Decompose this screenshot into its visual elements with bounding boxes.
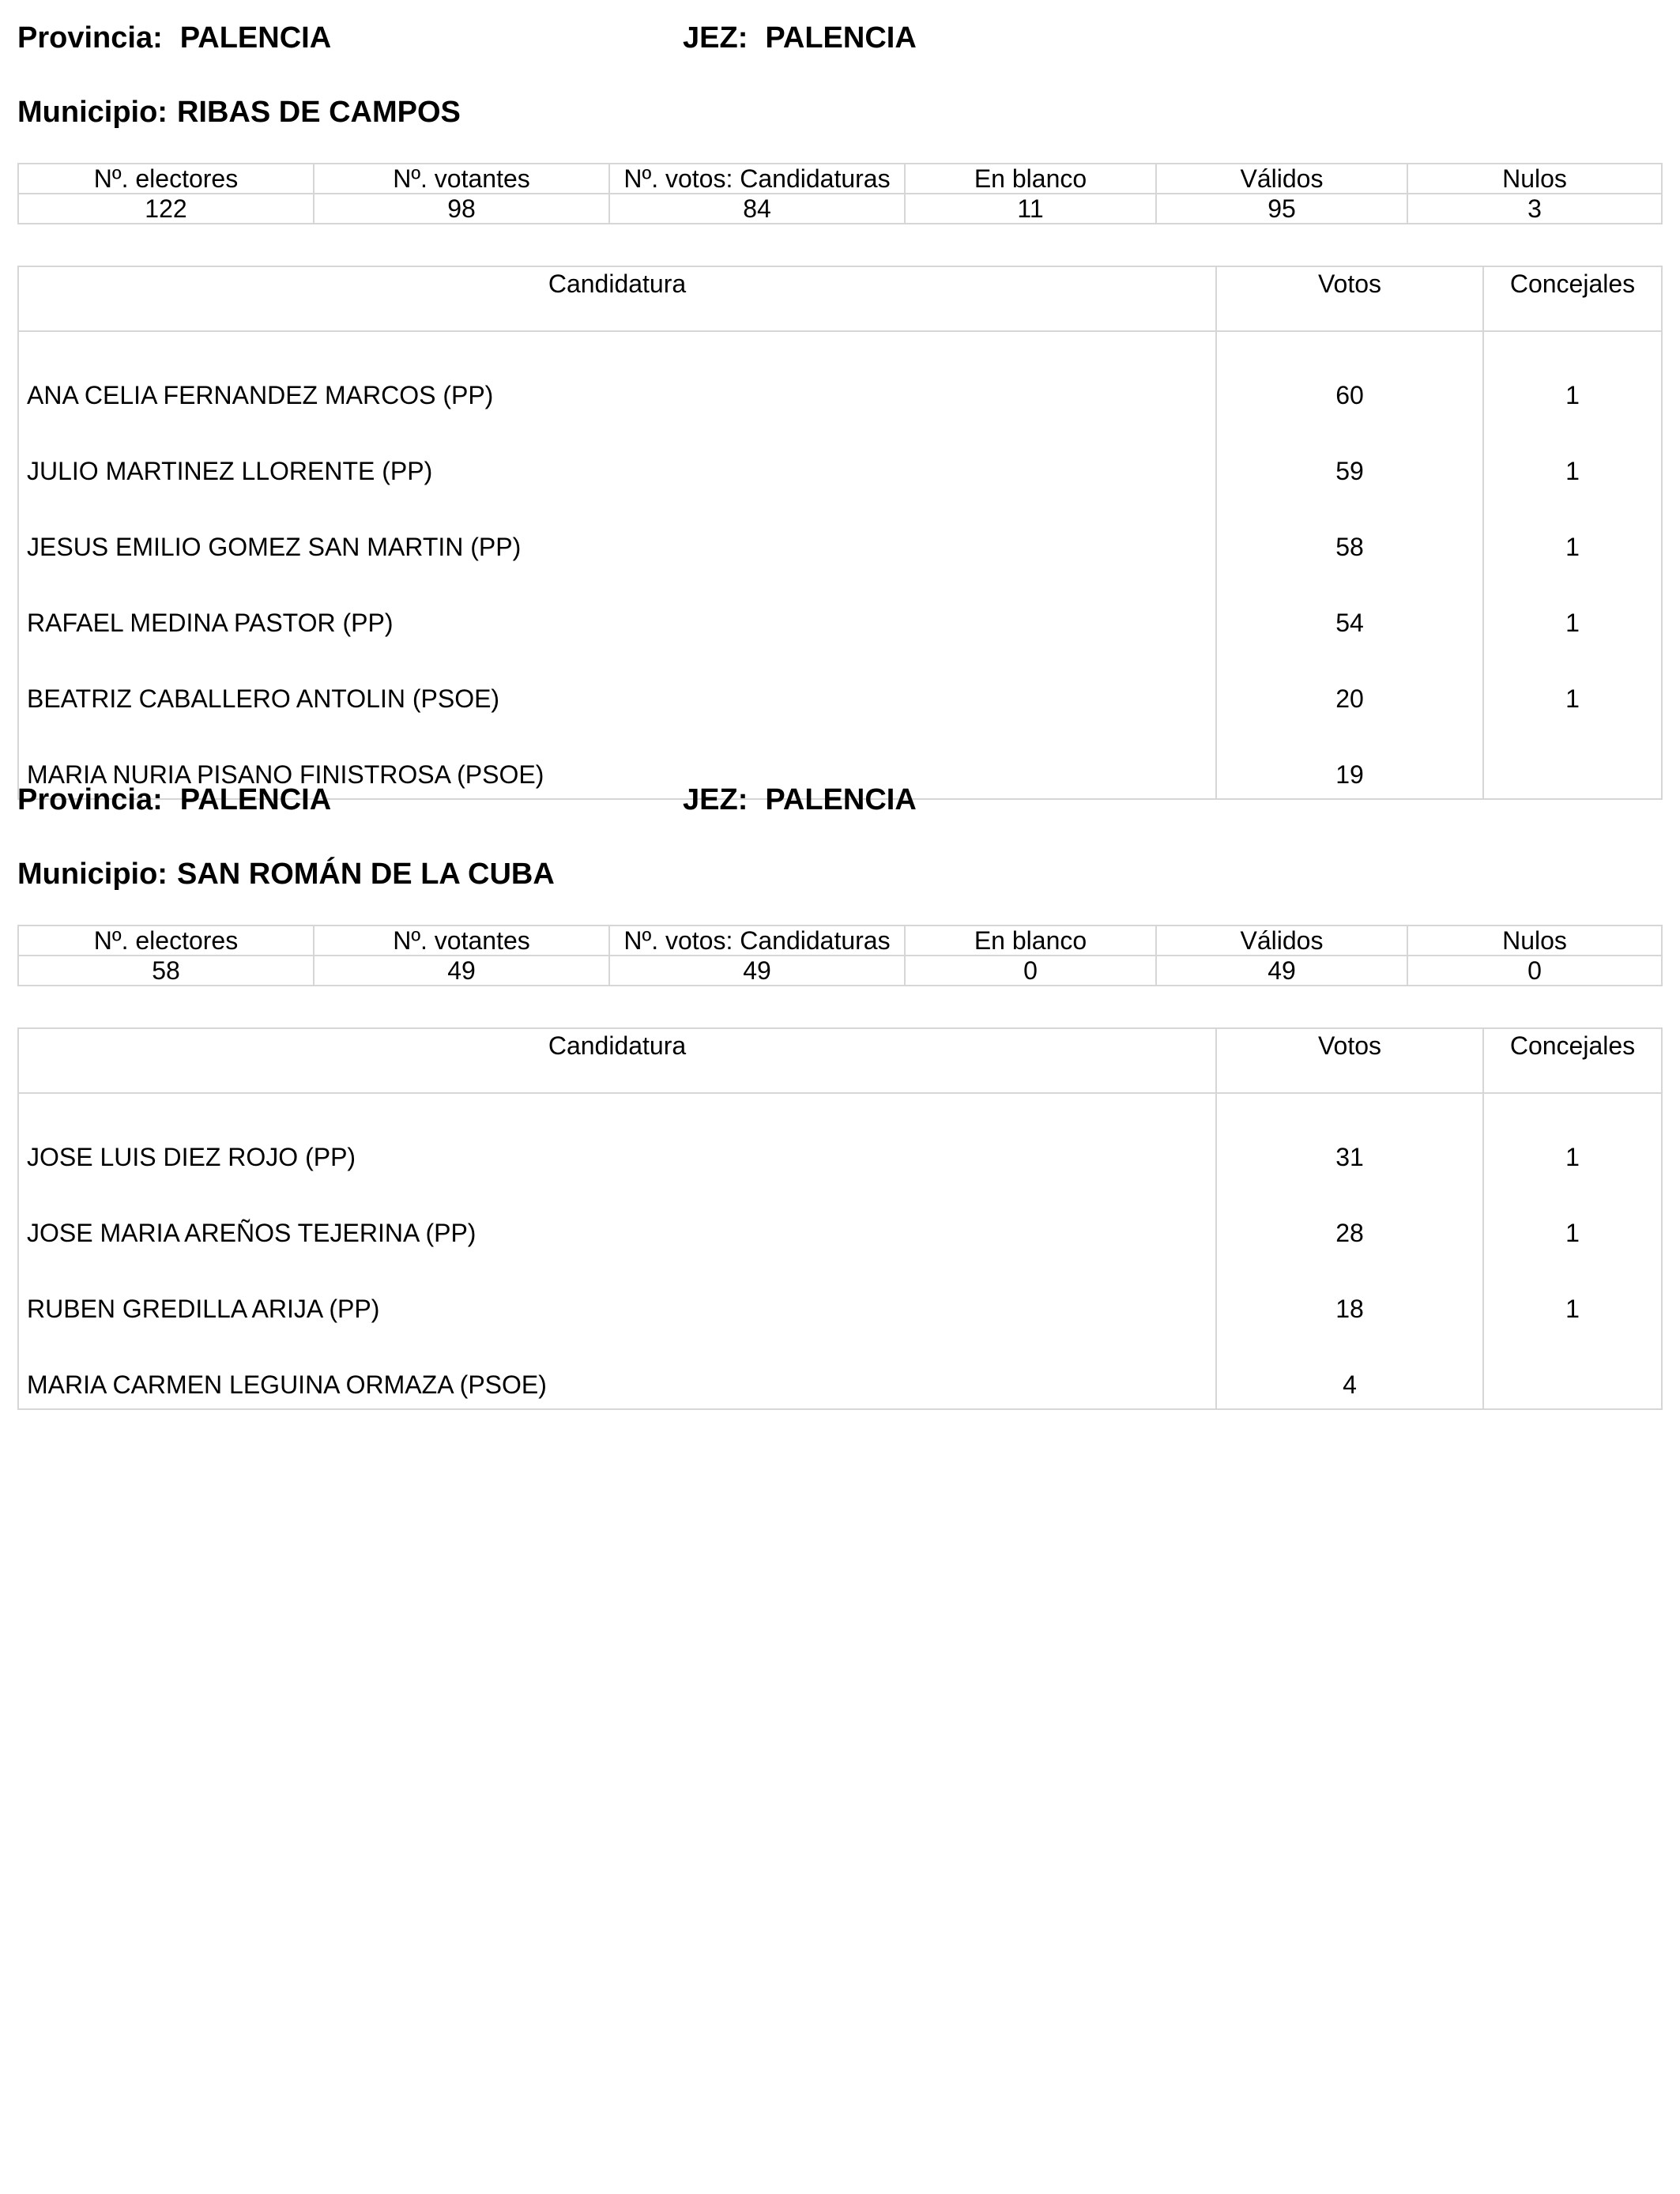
candidate-votos: 19 bbox=[1216, 722, 1483, 799]
votos-header: Votos bbox=[1216, 1028, 1483, 1093]
stat-header: Nº. votos: Candidaturas bbox=[609, 164, 905, 194]
candidate-row bbox=[18, 1333, 1662, 1409]
candidate-row bbox=[18, 1093, 1662, 1181]
candidate-name: MARIA CARMEN LEGUINA ORMAZA (PSOE) bbox=[27, 1370, 547, 1399]
candidate-votos: 60 bbox=[1216, 331, 1483, 419]
candidate-name: ANA CELIA FERNANDEZ MARCOS (PP) bbox=[27, 381, 494, 409]
candidate-name: RAFAEL MEDINA PASTOR (PP) bbox=[27, 609, 394, 637]
candidate-votos: 59 bbox=[1216, 419, 1483, 495]
candidate-name: RUBEN GREDILLA ARIJA (PP) bbox=[27, 1295, 380, 1323]
stat-header: Nº. votantes bbox=[314, 164, 609, 194]
stat-value: 95 bbox=[1156, 194, 1407, 224]
stat-header: Nulos bbox=[1407, 164, 1662, 194]
stats-header-row bbox=[18, 164, 1662, 194]
provincia-label: Provincia: bbox=[17, 783, 163, 816]
votos-header: Votos bbox=[1216, 266, 1483, 331]
candidate-votos: 20 bbox=[1216, 647, 1483, 722]
stats-table bbox=[17, 925, 1663, 986]
candidate-concejales: 1 bbox=[1483, 1093, 1662, 1181]
candidate-name: JOSE MARIA AREÑOS TEJERINA (PP) bbox=[27, 1219, 477, 1247]
provincia-heading bbox=[17, 19, 331, 57]
stat-header: Válidos bbox=[1156, 164, 1407, 194]
candidate-concejales: 1 bbox=[1483, 495, 1662, 571]
candidatura-header: Candidatura bbox=[18, 266, 1216, 331]
candidate-row bbox=[18, 1257, 1662, 1333]
candidate-votos: 18 bbox=[1216, 1257, 1483, 1333]
candidate-votos: 58 bbox=[1216, 495, 1483, 571]
jez-value: PALENCIA bbox=[765, 21, 917, 55]
candidate-row bbox=[18, 1181, 1662, 1257]
jez-heading bbox=[683, 781, 917, 819]
municipio-heading bbox=[17, 855, 555, 893]
candidate-name: JULIO MARTINEZ LLORENTE (PP) bbox=[27, 457, 433, 485]
candidatura-header: Candidatura bbox=[18, 1028, 1216, 1093]
municipio-label: Municipio: bbox=[17, 858, 168, 891]
candidate-name: BEATRIZ CABALLERO ANTOLIN (PSOE) bbox=[27, 684, 500, 713]
candidate-row bbox=[18, 571, 1662, 647]
stat-value: 0 bbox=[1407, 956, 1662, 986]
stat-header: Nº. electores bbox=[18, 164, 314, 194]
stat-value: 98 bbox=[314, 194, 609, 224]
candidate-votos: 28 bbox=[1216, 1181, 1483, 1257]
provincia-label: Provincia: bbox=[17, 21, 163, 55]
stat-header: Nº. votos: Candidaturas bbox=[609, 925, 905, 956]
candidate-row bbox=[18, 647, 1662, 722]
stats-value-row bbox=[18, 956, 1662, 986]
jez-value: PALENCIA bbox=[765, 783, 917, 816]
candidate-concejales: 1 bbox=[1483, 571, 1662, 647]
candidate-concejales: 1 bbox=[1483, 647, 1662, 722]
candidates-header-row bbox=[18, 1028, 1662, 1093]
stats-table bbox=[17, 163, 1663, 224]
municipio-value: SAN ROMÁN DE LA CUBA bbox=[176, 858, 555, 891]
candidate-votos: 54 bbox=[1216, 571, 1483, 647]
stat-value: 84 bbox=[609, 194, 905, 224]
candidate-name: JOSE LUIS DIEZ ROJO (PP) bbox=[27, 1143, 356, 1171]
concejales-header: Concejales bbox=[1483, 266, 1662, 331]
stat-header: En blanco bbox=[905, 164, 1156, 194]
stat-header: Nulos bbox=[1407, 925, 1662, 956]
candidate-name: MARIA NURIA PISANO FINISTROSA (PSOE) bbox=[27, 760, 544, 789]
candidates-table bbox=[17, 266, 1663, 800]
candidate-row bbox=[18, 495, 1662, 571]
stat-value: 11 bbox=[905, 194, 1156, 224]
stat-value: 122 bbox=[18, 194, 314, 224]
concejales-header: Concejales bbox=[1483, 1028, 1662, 1093]
stat-value: 49 bbox=[314, 956, 609, 986]
stat-header: En blanco bbox=[905, 925, 1156, 956]
provincia-value: PALENCIA bbox=[179, 21, 332, 55]
jez-heading bbox=[683, 19, 917, 57]
stat-value: 49 bbox=[1156, 956, 1407, 986]
stats-header-row bbox=[18, 925, 1662, 956]
candidate-concejales bbox=[1483, 1333, 1662, 1409]
municipio-value: RIBAS DE CAMPOS bbox=[176, 96, 461, 129]
provincia-value: PALENCIA bbox=[179, 783, 332, 816]
candidate-name: JESUS EMILIO GOMEZ SAN MARTIN (PP) bbox=[27, 533, 522, 561]
candidates-header-row bbox=[18, 266, 1662, 331]
jez-label: JEZ: bbox=[683, 21, 748, 55]
candidates-table bbox=[17, 1027, 1663, 1410]
municipio-heading bbox=[17, 93, 461, 131]
provincia-heading bbox=[17, 781, 331, 819]
stat-value: 0 bbox=[905, 956, 1156, 986]
candidate-concejales: 1 bbox=[1483, 1181, 1662, 1257]
stat-header: Nº. votantes bbox=[314, 925, 609, 956]
candidate-row bbox=[18, 331, 1662, 419]
candidate-concejales: 1 bbox=[1483, 1257, 1662, 1333]
stat-value: 49 bbox=[609, 956, 905, 986]
header-row bbox=[17, 19, 1661, 57]
municipio-label: Municipio: bbox=[17, 96, 168, 129]
candidate-concejales: 1 bbox=[1483, 419, 1662, 495]
stat-value: 3 bbox=[1407, 194, 1662, 224]
candidate-row bbox=[18, 419, 1662, 495]
candidate-votos: 31 bbox=[1216, 1093, 1483, 1181]
candidate-concejales: 1 bbox=[1483, 331, 1662, 419]
header-row bbox=[17, 781, 1661, 819]
stat-header: Válidos bbox=[1156, 925, 1407, 956]
jez-label: JEZ: bbox=[683, 783, 748, 816]
stat-header: Nº. electores bbox=[18, 925, 314, 956]
candidate-votos: 4 bbox=[1216, 1333, 1483, 1409]
stats-value-row bbox=[18, 194, 1662, 224]
stat-value: 58 bbox=[18, 956, 314, 986]
